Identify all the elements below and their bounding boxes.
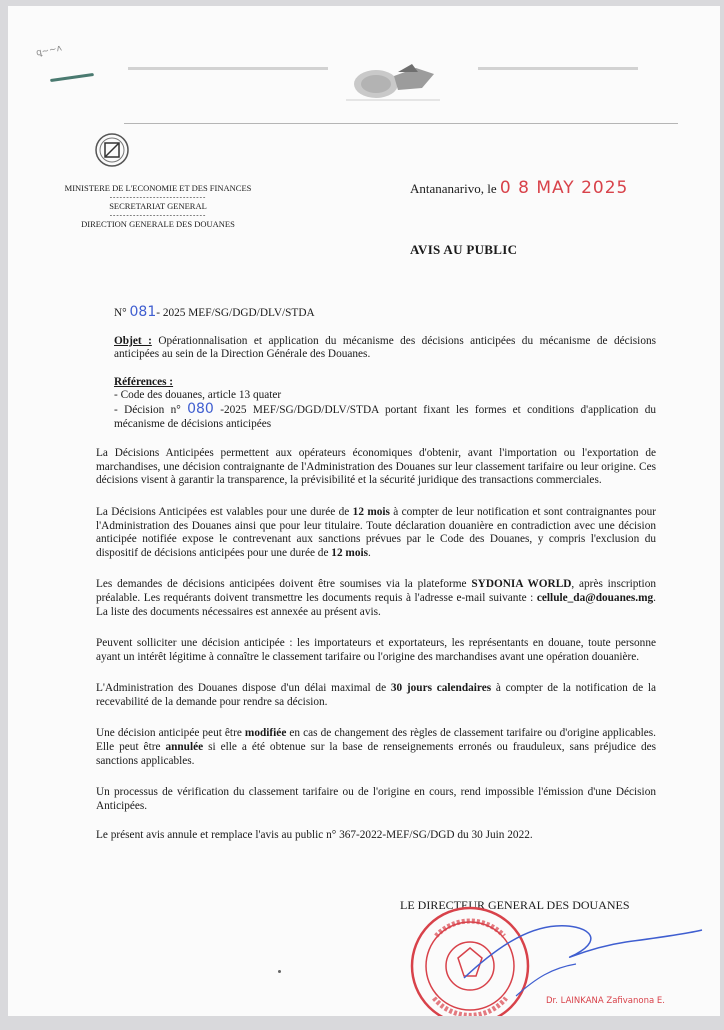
place: Antananarivo, le	[410, 181, 497, 196]
signer-title: LE DIRECTEUR GENERAL DES DOUANES	[400, 898, 630, 912]
separator-1: -----------------------------	[109, 193, 207, 201]
document-body	[96, 306, 656, 843]
ministry-header	[58, 182, 258, 230]
direction-name: DIRECTION GENERALE DES DOUANES	[81, 219, 235, 229]
reference-item-1: - Code des douanes, article 13 quater	[114, 389, 282, 402]
signatory-name: Dr. LAINKANA Zafivanona E.	[546, 996, 665, 1006]
margin-scribble: ꝗ~~ʌ	[35, 43, 63, 59]
place-and-date	[410, 178, 628, 198]
paragraph-5: L'Administration des Douanes dispose d'un délai maximal de 30 jours calendaires à compter de la notification de la recevabilité de la demande pour rendre sa décision.	[96, 682, 657, 708]
paragraph-8: Le présent avis annule et remplace l'avis au public n° 367-2022-MEF/SG/DGD du 30 Juin 2022.	[96, 829, 533, 842]
header-rule	[124, 123, 678, 124]
separator-2: -----------------------------	[109, 211, 207, 219]
date-stamp: 0 8 MAY 2025	[499, 178, 629, 198]
ink-dot	[278, 970, 281, 973]
paragraph-1: La Décisions Anticipées permettent aux opérateurs économiques d'obtenir, avant l'importation ou l'exportation de marchandises, une décision contraignante de l'Administration des Douanes sur leur classement tarifaire ou leur origine. Ces décisions visent à garantir la transparence, la prévisibilité et la sécurité juridique des transactions commerciales.	[96, 447, 656, 487]
ministry-logo-icon	[94, 132, 130, 168]
paragraph-2: La Décisions Anticipées est valables pour une durée de 12 mois à compter de leur notification et sont contraignantes pour l'Administration des Douanes ainsi que pour leur titulaire. Toute déclaration douanière en contradiction avec une décision anticipée notifiée expose le contrevenant aux sanctions prévues par le Code des Douanes, y compris l'exclusion du dispositif de décisions anticipées pour une durée de 12 mois.	[96, 505, 656, 559]
reference-item-2: - Décision n° 080 -2025 MEF/SG/DGD/DLV/STDA portant fixant les formes et conditions d'application du mécanisme de décisions anticipées	[114, 400, 656, 430]
objet-text: Opérationnalisation et application du mécanisme des décisions anticipées du mécanisme de décisions anticipées au sein de la Direction Générale des Douanes.	[114, 334, 657, 361]
paragraph-4: Peuvent solliciter une décision anticipée : les importateurs et exportateurs, les représentants en douane, toute personne ayant un intérêt légitime à connaître le classement tarifaire ou l'origine des marchandises avant une opération douanière.	[96, 637, 656, 663]
references-label: Références :	[114, 375, 174, 388]
paragraph-3: Les demandes de décisions anticipées doivent être soumises via la plateforme SYDONIA WORLD, après inscription préalable. Les requérants doivent transmettre les documents requis à l'adresse e-mail suivante : cellule_da@douanes.mg. La liste des documents nécessaires est annexée au présent avis.	[96, 578, 656, 618]
paragraph-7: Un processus de vérification du classement tarifaire ou de l'origine en cours, rend impossible l'émission d'une Décision Anticipées.	[96, 786, 656, 812]
handwritten-number: 081	[129, 304, 157, 320]
reference-number: N° 081- 2025 MEF/SG/DGD/DLV/STDA	[114, 304, 315, 320]
faded-header-text: ▬▬▬▬▬▬▬▬▬▬▬▬▬▬▬▬▬▬▬▬	[128, 62, 328, 73]
ministry-name: MINISTERE DE L'ECONOMIE ET DES FINANCES	[64, 183, 252, 193]
contact-email: cellule_da@douanes.mg	[536, 591, 654, 604]
notice-title: AVIS AU PUBLIC	[410, 242, 518, 257]
national-emblem-icon	[338, 58, 448, 104]
faded-header-text-right: ▬▬▬▬▬▬▬▬▬▬▬▬▬▬▬▬	[478, 62, 638, 73]
document-page	[8, 6, 720, 1016]
pen-mark	[50, 73, 94, 82]
references-block	[96, 376, 656, 431]
secretariat-name: SECRETARIAT GENERAL	[109, 201, 207, 211]
objet-label: Objet :	[114, 334, 152, 347]
handwritten-decision-number: 080	[187, 400, 214, 417]
paragraph-6: Une décision anticipée peut être modifiée en cas de changement des règles de classement tarifaire ou d'origine applicables. Elle peut être annulée si elle a été obtenue sur la base de renseignements erronés ou frauduleux, sans préjudice des sanctions applicables.	[96, 727, 657, 767]
objet-paragraph	[96, 335, 656, 362]
handwritten-signature	[456, 908, 706, 998]
